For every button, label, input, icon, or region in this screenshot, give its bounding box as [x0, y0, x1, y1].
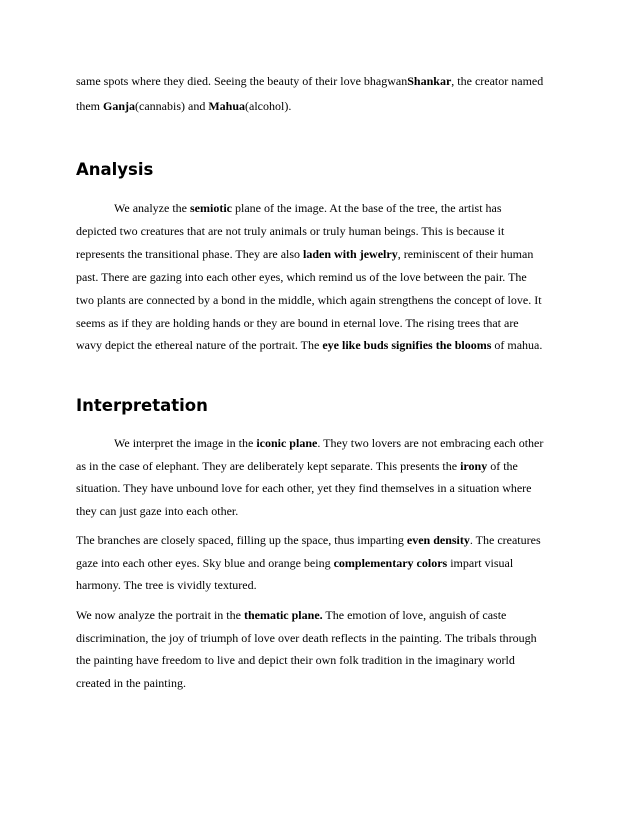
interpretation-line-3: situation. They have unbound love for each other, yet they find themselves in a situation where: [76, 481, 532, 495]
text-run: same spots where they died. Seeing the beauty of their love bhagwan: [76, 74, 408, 88]
text-run: of the: [487, 459, 518, 473]
text-run: . The creatures: [469, 533, 541, 547]
text-run: of mahua.: [491, 338, 543, 352]
interpretation-line-2: [76, 459, 518, 473]
text-run: We now analyze the portrait in the: [76, 608, 244, 622]
intro-line-2: [76, 99, 291, 113]
text-run: We analyze the: [114, 201, 190, 215]
analysis-line-1: [114, 201, 502, 215]
bold-term: laden with jewelry: [303, 247, 398, 261]
text-run: . They two lovers are not embracing each other: [317, 436, 544, 450]
text-run: plane of the image. At the base of the tree, the artist has: [231, 201, 502, 215]
paragraph-3-line-4: created in the painting.: [76, 676, 186, 690]
text-run: wavy depict the ethereal nature of the portrait. The: [76, 338, 323, 352]
text-run: The emotion of love, anguish of caste: [322, 608, 507, 622]
bold-term: complementary colors: [333, 556, 448, 570]
paragraph-3-line-3: the painting have freedom to live and depict their own folk tradition in the imaginary world: [76, 653, 515, 667]
bold-term: even density: [406, 533, 470, 547]
bold-term: Mahua: [208, 99, 246, 113]
bold-term: iconic plane: [256, 436, 318, 450]
bold-term: semiotic: [190, 201, 232, 215]
interpretation-line-1: [114, 436, 543, 450]
text-run: represents the transitional phase. They are also: [76, 247, 304, 261]
text-run: gaze into each other eyes. Sky blue and orange being: [76, 556, 334, 570]
paragraph-2-line-1: [76, 533, 541, 547]
text-run: impart visual: [447, 556, 514, 570]
bold-term: Shankar: [407, 74, 452, 88]
paragraph-3-line-1: [76, 608, 506, 622]
interpretation-heading: Interpretation: [76, 396, 208, 415]
text-run: them: [76, 99, 103, 113]
text-run: (cannabis) and: [135, 99, 209, 113]
analysis-line-4: past. There are gazing into each other eyes, which remind us of the love between the pair. The: [76, 270, 527, 284]
analysis-line-3: [76, 247, 533, 261]
bold-term: eye like buds signifies the blooms: [322, 338, 492, 352]
text-run: We interpret the image in the: [114, 436, 257, 450]
bold-term: irony: [460, 459, 488, 473]
intro-line-1: [76, 74, 543, 88]
text-run: The branches are closely spaced, filling up the space, thus imparting: [76, 533, 407, 547]
text-run: , the creator named: [451, 74, 544, 88]
paragraph-2-line-2: [76, 556, 513, 570]
analysis-line-2: depicted two creatures that are not truly animals or truly human beings. This is because it: [76, 224, 505, 238]
analysis-line-5: two plants are connected by a bond in the middle, which again strengthens the concept of love. It: [76, 293, 542, 307]
bold-term: Ganja: [103, 99, 136, 113]
text-run: as in the case of elephant. They are deliberately kept separate. This presents the: [76, 459, 461, 473]
paragraph-3-line-2: discrimination, the joy of triumph of love over death reflects in the painting. The tribals through: [76, 631, 537, 645]
paragraph-2-line-3: harmony. The tree is vividly textured.: [76, 578, 257, 592]
text-run: (alcohol).: [245, 99, 292, 113]
analysis-line-6: seems as if they are holding hands or they are bound in eternal love. The rising trees that are: [76, 316, 519, 330]
analysis-heading: Analysis: [76, 160, 154, 179]
analysis-line-7: [76, 338, 542, 352]
bold-term: thematic plane.: [243, 608, 323, 622]
text-run: , reminiscent of their human: [397, 247, 534, 261]
interpretation-line-4: they can just gaze into each other.: [76, 504, 239, 518]
